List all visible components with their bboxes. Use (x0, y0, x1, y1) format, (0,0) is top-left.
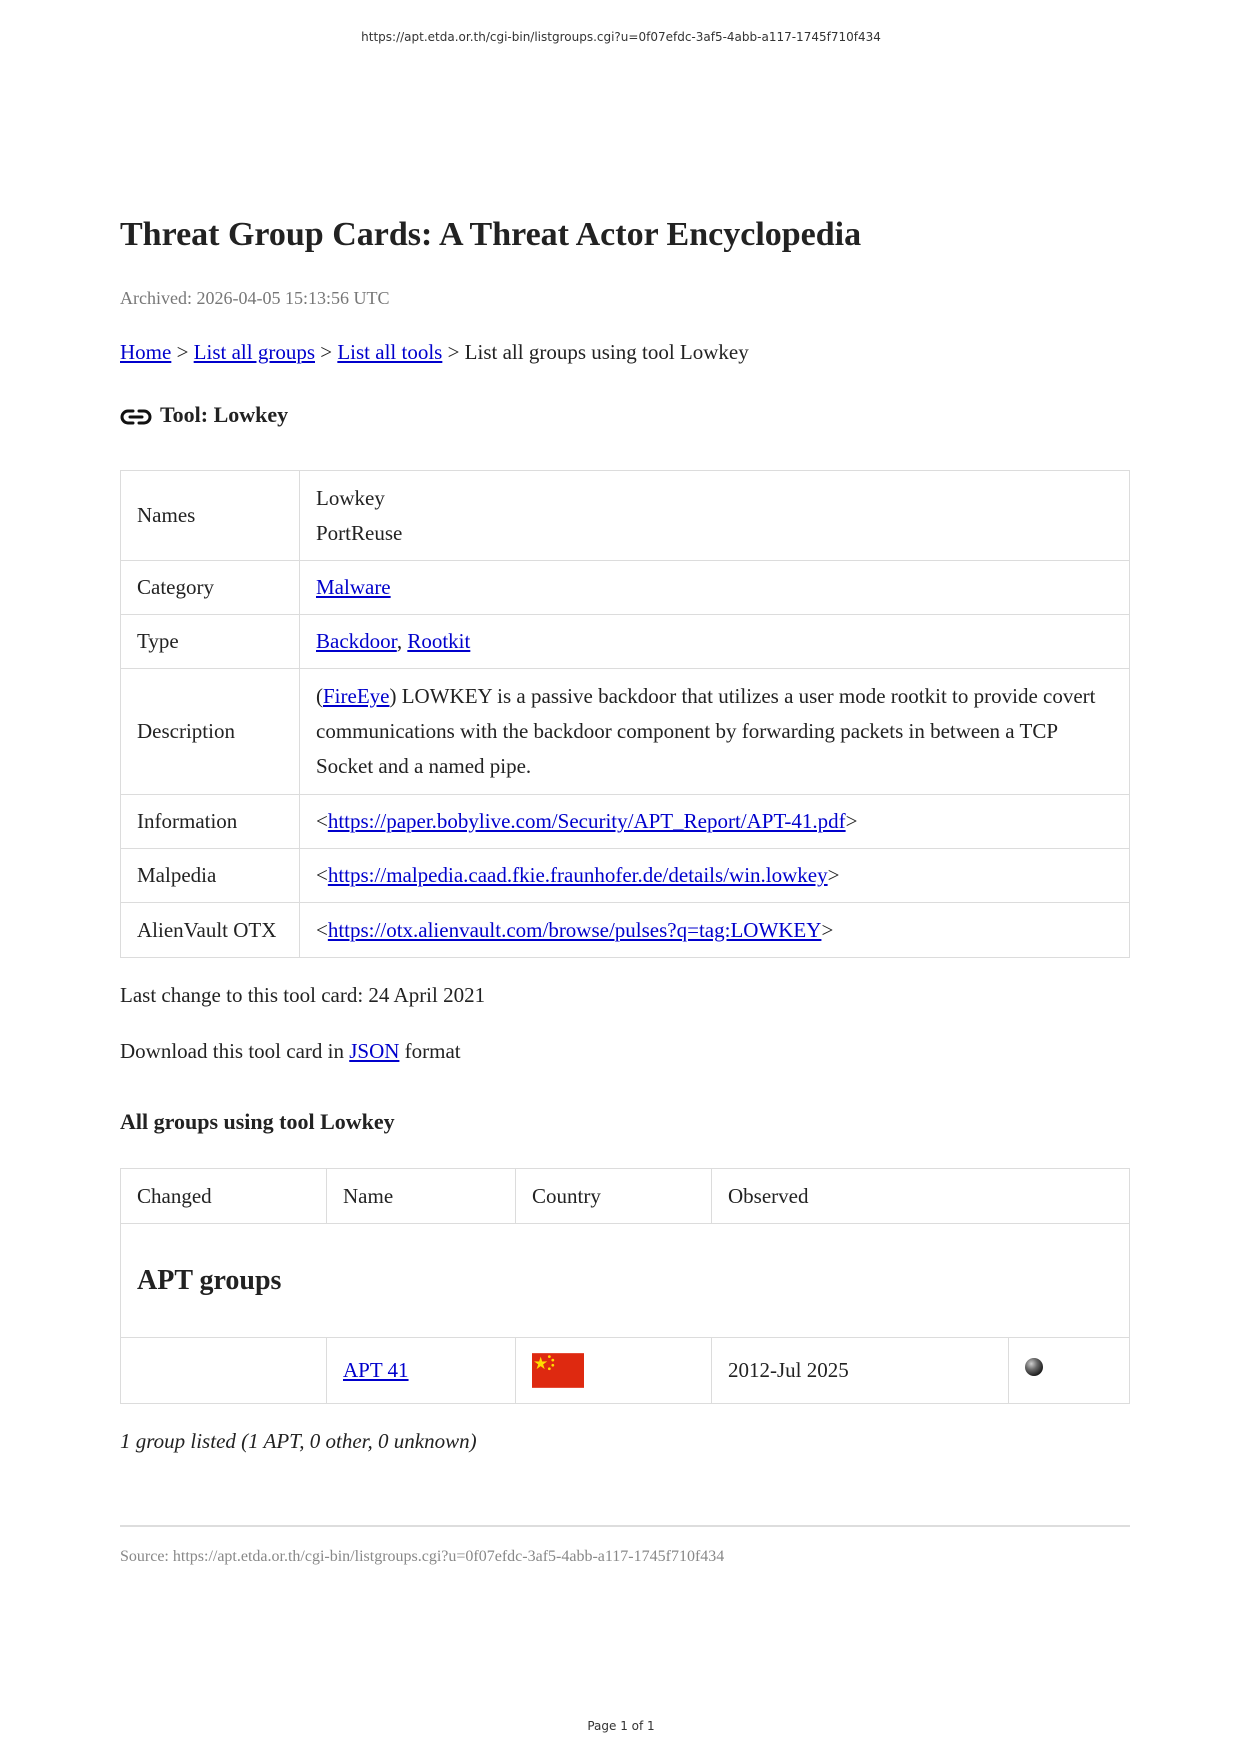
print-header-url: https://apt.etda.or.th/cgi-bin/listgroups.cgi?u=0f07efdc-3af5-4abb-a117-1745f710f434 (361, 30, 881, 44)
observed-cell: 2012-Jul 2025 (712, 1338, 1009, 1404)
group-apt41-link[interactable]: APT 41 (343, 1358, 409, 1382)
page-title: Threat Group Cards: A Threat Actor Encyclopedia (120, 216, 862, 253)
angle-close: > (827, 863, 840, 887)
angle-open: < (316, 863, 328, 887)
category-malware-link[interactable]: Malware (316, 575, 391, 599)
download-suffix: format (399, 1039, 461, 1063)
groups-heading: All groups using tool Lowkey (120, 1109, 395, 1134)
column-header-changed: Changed (121, 1169, 327, 1224)
name-item: Lowkey (316, 485, 385, 510)
description-open-paren: ( (316, 684, 323, 708)
angle-close: > (845, 809, 858, 833)
breadcrumb (120, 340, 749, 365)
archived-timestamp: Archived: 2026-04-05 15:13:56 UTC (120, 288, 390, 308)
malpedia-link[interactable]: https://malpedia.caad.fkie.fraunhofer.de/details/win.lowkey (327, 863, 828, 887)
page-number: Page 1 of 1 (587, 1719, 655, 1733)
alienvault-label: AlienVault OTX (121, 903, 300, 958)
json-download-link[interactable]: JSON (349, 1039, 400, 1063)
alienvault-value (300, 903, 1130, 958)
black-dot-icon (1025, 1358, 1043, 1376)
tool-heading-text: Tool: Lowkey (160, 402, 289, 427)
last-change: Last change to this tool card: 24 April 2021 (120, 983, 486, 1007)
groups-summary: 1 group listed (1 APT, 0 other, 0 unknown) (120, 1429, 477, 1453)
description-value (300, 669, 1130, 795)
china-flag-icon (532, 1353, 584, 1388)
description-text: ) LOWKEY is a passive backdoor that utilizes a user mode rootkit to provide covert communications with the backdoor component by forwarding packets in between a TCP Socket and a named pipe. (316, 684, 1096, 778)
type-rootkit-link[interactable]: Rootkit (407, 629, 471, 653)
apt-groups-heading: APT groups (137, 1264, 282, 1296)
table-row (121, 471, 1130, 561)
table-row (121, 615, 1130, 669)
tool-heading (120, 402, 288, 428)
breadcrumb-separator: > (171, 340, 194, 364)
breadcrumb-home-link[interactable]: Home (120, 340, 172, 364)
footer-divider (120, 1525, 1130, 1527)
malpedia-value (300, 849, 1130, 903)
type-value (300, 615, 1130, 669)
name-item: PortReuse (316, 520, 403, 545)
breadcrumb-current: > List all groups using tool Lowkey (442, 340, 749, 364)
information-value (300, 795, 1130, 849)
category-value (300, 561, 1130, 615)
names-value (300, 471, 1130, 561)
source-url: Source: https://apt.etda.or.th/cgi-bin/listgroups.cgi?u=0f07efdc-3af5-4abb-a117-1745f710f434 (120, 1548, 725, 1565)
information-link[interactable]: https://paper.bobylive.com/Security/APT_Report/APT-41.pdf (327, 809, 846, 833)
column-header-observed: Observed (712, 1169, 1130, 1224)
category-row (121, 1224, 1130, 1338)
angle-open: < (316, 917, 328, 942)
table-row (121, 795, 1130, 849)
angle-close: > (821, 917, 834, 942)
country-cell (516, 1338, 712, 1404)
tool-info-table (120, 470, 1130, 958)
table-row (121, 1338, 1130, 1404)
type-separator: , (396, 629, 408, 653)
breadcrumb-groups-link[interactable]: List all groups (193, 340, 315, 364)
column-header-country: Country (516, 1169, 712, 1224)
download-prefix: Download this tool card in (120, 1039, 350, 1063)
information-label: Information (121, 795, 300, 849)
breadcrumb-separator: > (315, 340, 338, 364)
type-label: Type (121, 615, 300, 669)
type-backdoor-link[interactable]: Backdoor (316, 629, 397, 653)
malpedia-label: Malpedia (121, 849, 300, 903)
download-line (120, 1039, 461, 1064)
alienvault-link[interactable]: https://otx.alienvault.com/browse/pulses?q=tag:LOWKEY (327, 917, 822, 942)
category-label: Category (121, 561, 300, 615)
groups-table (120, 1168, 1130, 1404)
changed-cell (121, 1338, 327, 1404)
link-icon (120, 406, 152, 428)
table-header-row (121, 1169, 1130, 1224)
category-cell (121, 1224, 1130, 1338)
description-label: Description (121, 669, 300, 795)
table-row (121, 561, 1130, 615)
breadcrumb-tools-link[interactable]: List all tools (337, 340, 443, 364)
table-row (121, 849, 1130, 903)
table-row (121, 903, 1130, 958)
name-cell (327, 1338, 516, 1404)
table-row (121, 669, 1130, 795)
angle-open: < (316, 809, 328, 833)
status-cell (1009, 1338, 1130, 1404)
fireeye-source-link[interactable]: FireEye (323, 684, 390, 708)
names-label: Names (121, 471, 300, 561)
column-header-name: Name (327, 1169, 516, 1224)
